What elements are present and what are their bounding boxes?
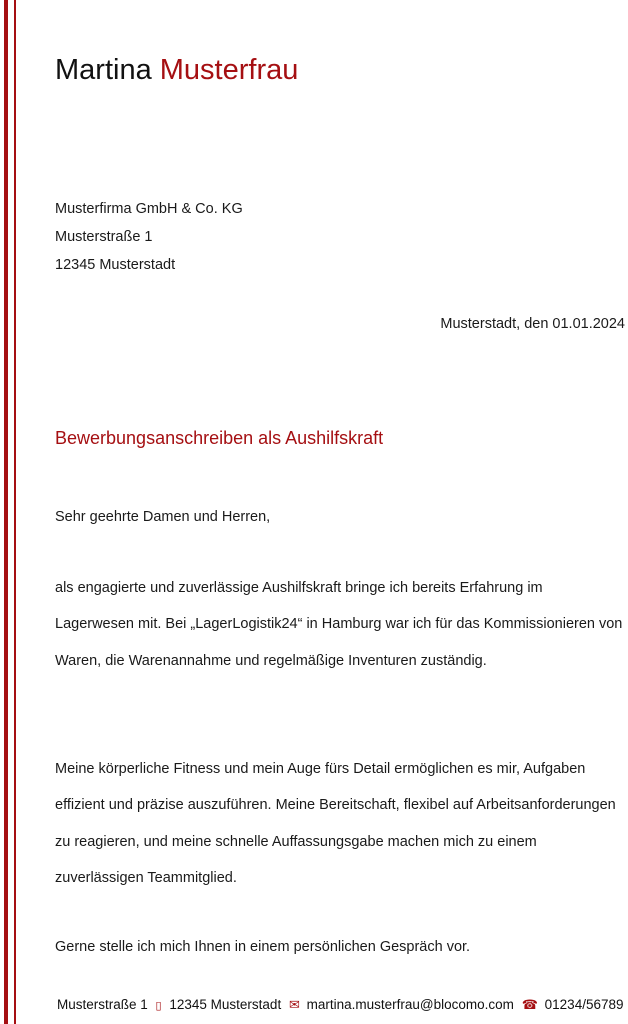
salutation: Sehr geehrte Damen und Herren, — [55, 509, 271, 525]
footer-phone[interactable]: 01234/56789 — [544, 997, 624, 1012]
left-accent-bar-thick — [4, 0, 8, 1024]
body-paragraph-2: Meine körperliche Fitness und mein Auge fürs Detail ermöglichen es mir, Aufgaben effizient und präzise auszuführen. Meine Bereitschaft, flexibel auf Arbeitsanforderungen zu reagieren, und meine schnelle Auffassungsgabe machen mich zu einem zuverlässigen Teammitglied. — [55, 761, 616, 886]
letter-date: Musterstadt, den 01.01.2024 — [440, 316, 625, 332]
sender-name — [55, 52, 298, 88]
location-separator-icon: ▯ — [155, 1000, 162, 1012]
footer-city: 12345 Musterstadt — [169, 997, 282, 1012]
footer-street: Musterstraße 1 — [57, 997, 148, 1012]
recipient-address — [55, 195, 243, 279]
recipient-company: Musterfirma GmbH & Co. KG — [55, 201, 243, 217]
body-paragraph-1: als engagierte und zuverlässige Aushilfskraft bringe ich bereits Erfahrung im Lagerwesen mit. Bei „LagerLogistik24“ in Hamburg war ich für das Kommissionieren von Waren, die Warenannahme und regelmäßige Inventuren zuständig. — [55, 580, 623, 669]
left-accent-bar-thin — [14, 0, 16, 1024]
footer-contact — [57, 995, 624, 1016]
recipient-city: 12345 Musterstadt — [55, 257, 176, 273]
phone-icon: ☎ — [521, 997, 538, 1012]
footer-email[interactable]: martina.musterfrau@blocomo.com — [306, 997, 514, 1012]
envelope-icon: ✉ — [288, 997, 300, 1012]
last-name: Musterfrau — [159, 54, 299, 86]
closing-sentence: Gerne stelle ich mich Ihnen in einem persönlichen Gespräch vor. — [55, 939, 471, 955]
recipient-street: Musterstraße 1 — [55, 229, 153, 245]
letter-subject: Bewerbungsanschreiben als Aushilfskraft — [55, 428, 384, 448]
first-name: Martina — [55, 54, 152, 86]
